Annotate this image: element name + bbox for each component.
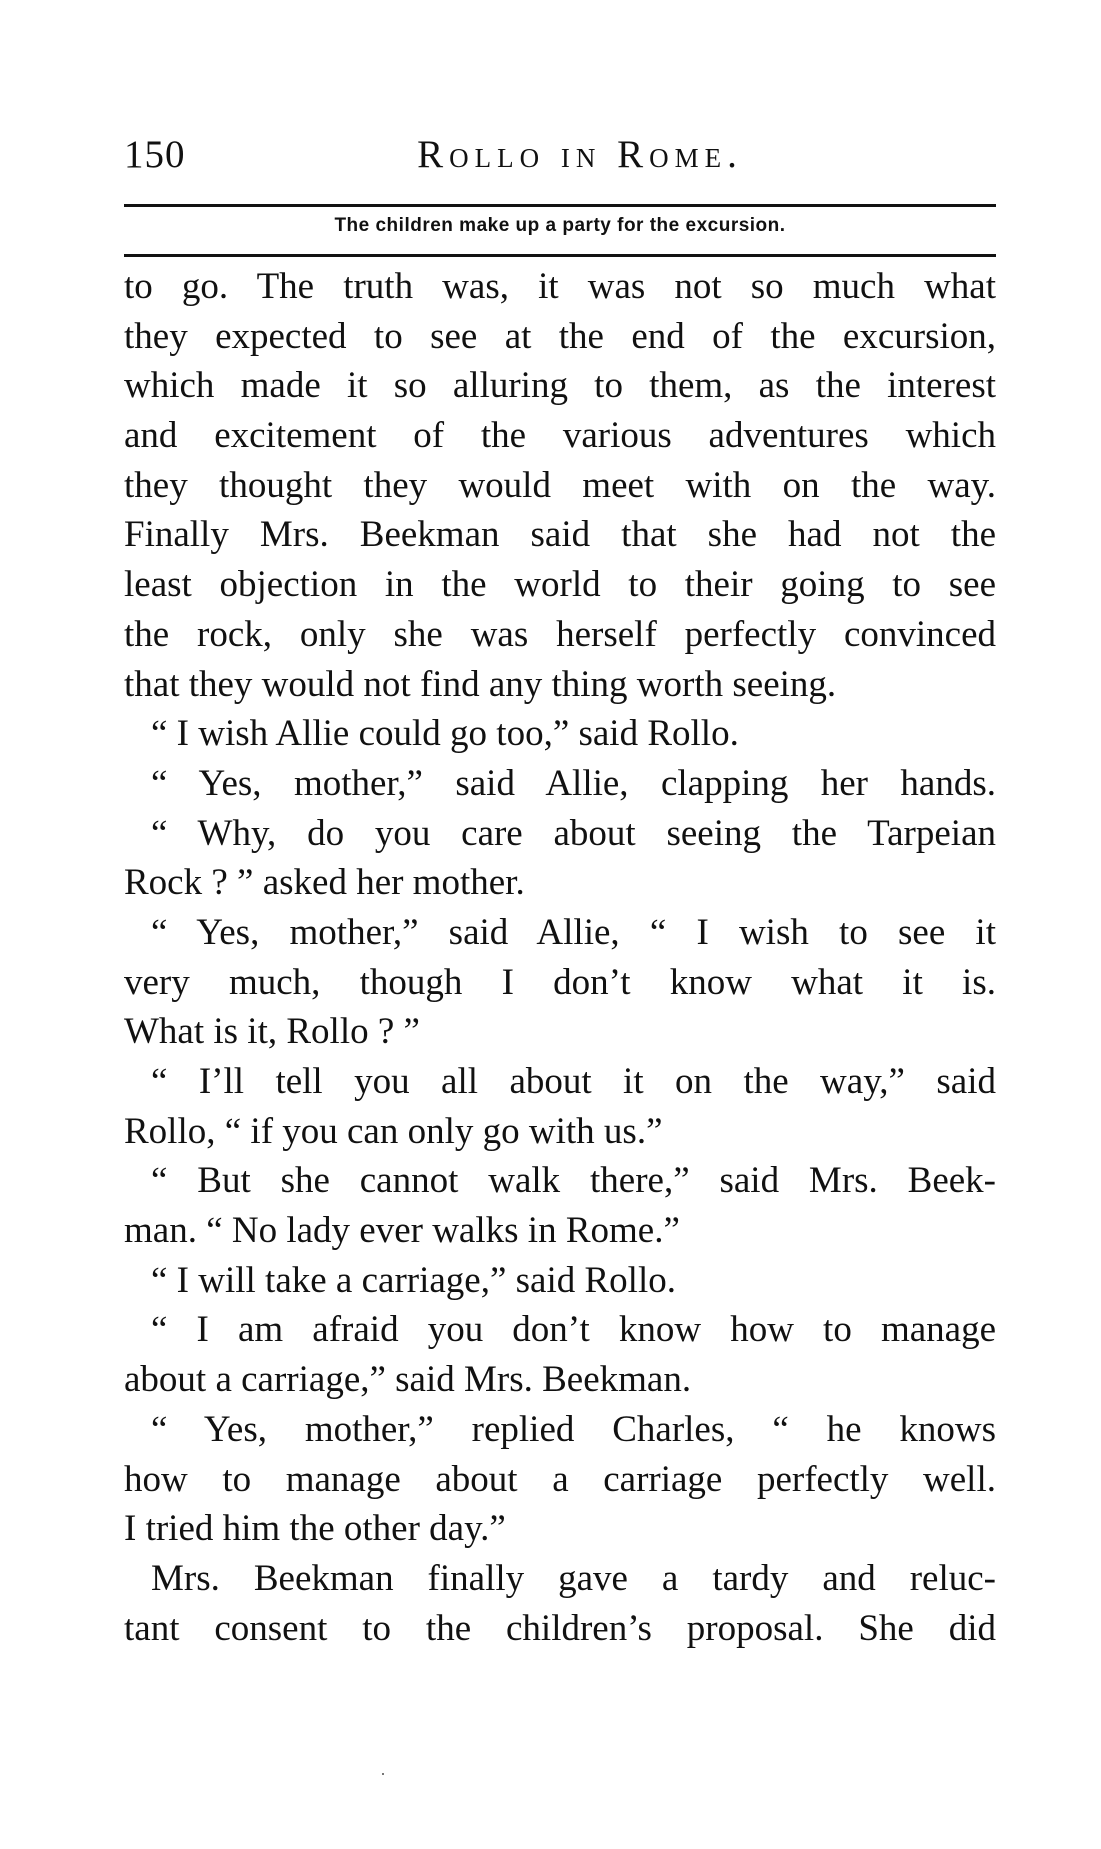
body-text [124,262,996,1653]
chapter-subheading: The children make up a party for the excursion. [334,215,786,236]
text-line: “ I’ll tell you all about it on the way,” said [151,1061,996,1102]
text-line: they thought they would meet with on the way. [124,464,996,506]
text-line: Mrs. Beekman finally gave a tardy and reluc- [151,1557,996,1599]
text-line: very much, though I don’t know what it is. [124,961,996,1003]
page-header [124,128,996,188]
text-line: What is it, Rollo ? ” [124,1011,420,1053]
text-line: “ I am afraid you don’t know how to manage [151,1309,996,1351]
text-line: tant consent to the children’s proposal. She did [124,1607,996,1649]
text-line: “ Yes, mother,” said Allie, clapping her hands. [151,762,996,804]
text-line: “ Yes, mother,” replied Charles, “ he knows [151,1408,996,1450]
text-line: Finally Mrs. Beekman said that she had not the [124,514,996,556]
running-title: Rollo in Rome. [417,133,743,176]
text-line: which made it so alluring to them, as the interest [124,365,996,407]
header-rule-bottom [124,254,996,257]
text-line: man. “ No lady ever walks in Rome.” [124,1210,680,1252]
text-line: that they would not find any thing worth seeing. [124,663,837,705]
text-line: “ I wish Allie could go too,” said Rollo. [151,713,739,755]
text-line: how to manage about a carriage perfectly well. [124,1458,996,1500]
page-number: 150 [124,133,186,176]
text-line: “ I will take a carriage,” said Rollo. [151,1259,676,1301]
header-rule-top [124,204,996,207]
text-line: and excitement of the various adventures which [124,415,996,457]
text-line: “ Why, do you care about seeing the Tarpeian [151,812,996,854]
text-line: they expected to see at the end of the excursion, [124,315,996,357]
text-line: Rollo, “ if you can only go with us.” [124,1110,663,1152]
text-line: Rock ? ” asked her mother. [124,862,525,904]
text-line: to go. The truth was, it was not so much what [124,266,996,307]
text-line: about a carriage,” said Mrs. Beekman. [124,1359,692,1401]
text-line: “ But she cannot walk there,” said Mrs. Beek- [151,1160,996,1202]
text-line: the rock, only she was herself perfectly convinced [124,613,996,655]
text-line: I tried him the other day.” [124,1508,506,1550]
print-speck [382,1773,384,1775]
text-line: least objection in the world to their going to see [124,564,996,606]
text-line: “ Yes, mother,” said Allie, “ I wish to see it [151,911,996,953]
